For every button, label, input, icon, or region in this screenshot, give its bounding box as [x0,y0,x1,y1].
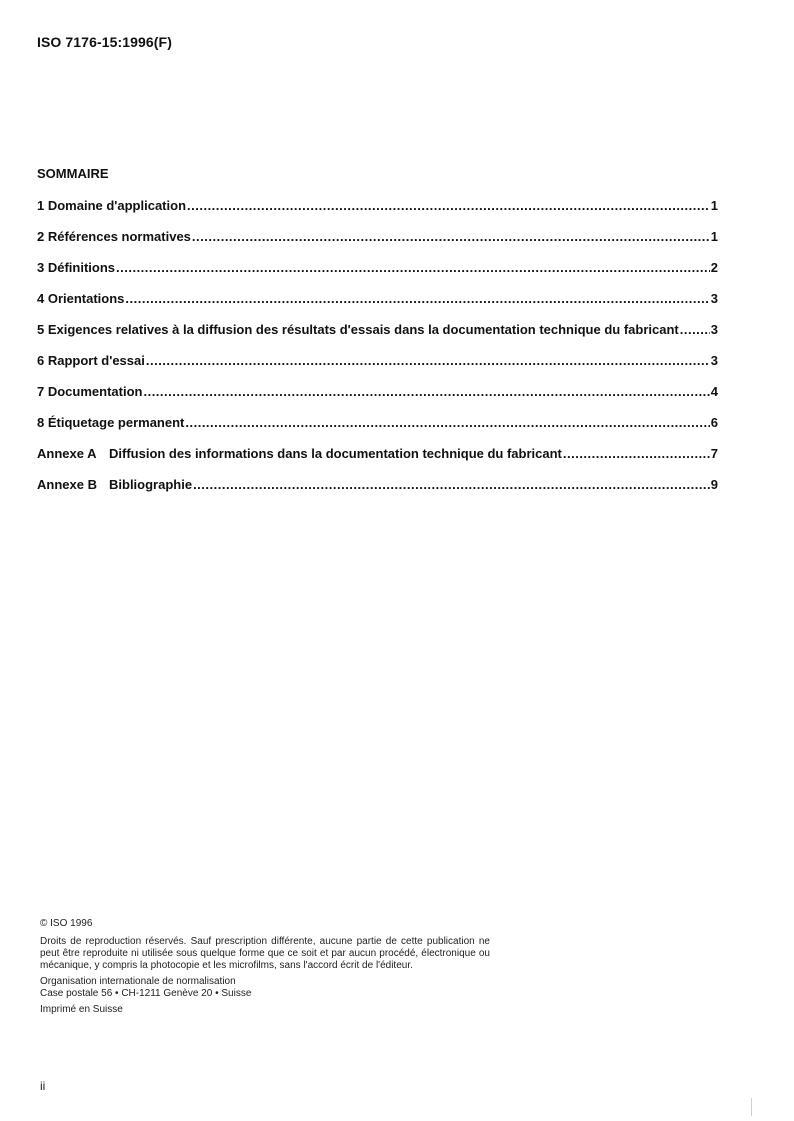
toc-annex-label: Annexe A [37,446,97,461]
copyright-block [40,918,490,1016]
table-of-contents [37,198,718,508]
toc-leader-dots [143,384,709,399]
toc-leader-dots [563,446,710,461]
document-id: ISO 7176-15:1996(F) [37,34,172,50]
toc-entry-page: 9 [710,477,718,492]
toc-leader-dots [193,477,710,492]
toc-entry-orientations[interactable] [37,291,718,322]
toc-entry-title: 2 Références normatives [37,229,191,244]
toc-entry-page: 3 [710,291,718,306]
toc-entry-title: Diffusion des informations dans la documentation technique du fabricant [109,446,562,461]
toc-entry-title: 4 Orientations [37,291,125,306]
toc-entry-page: 1 [710,229,718,244]
toc-entry-annexe-a[interactable] [37,446,718,477]
toc-entry-definitions[interactable] [37,260,718,291]
toc-entry-page: 6 [710,415,718,430]
toc-leader-dots [125,291,709,306]
toc-entry-page: 3 [710,353,718,368]
copyright-line: © ISO 1996 [40,918,93,929]
toc-leader-dots [185,415,709,430]
organization-address: Case postale 56 • CH-1211 Genève 20 • Suisse [40,988,252,999]
toc-heading: SOMMAIRE [37,166,109,181]
page-number: ii [40,1079,46,1093]
toc-entry-title: 8 Étiquetage permanent [37,415,185,430]
toc-entry-exigences[interactable] [37,322,718,353]
toc-entry-documentation[interactable] [37,384,718,415]
toc-entry-page: 7 [710,446,718,461]
toc-entry-page: 3 [710,322,718,337]
toc-entry-title: 1 Domaine d'application [37,198,187,213]
toc-leader-dots [146,353,710,368]
toc-entry-etiquetage[interactable] [37,415,718,446]
toc-entry-annexe-b[interactable] [37,477,718,508]
printed-in: Imprimé en Suisse [40,1004,123,1015]
toc-leader-dots [680,322,710,337]
rights-statement: Droits de reproduction réservés. Sauf prescription différente, aucune partie de cette publication ne peut être reproduite ni utilisée sous quelque forme que ce soit et par aucun procédé, électronique ou mécanique, y compris la photocopie et les microfilms, sans l'accord écrit de l'éditeur. [40,936,490,971]
toc-leader-dots [116,260,710,275]
toc-entry-rapport-essai[interactable] [37,353,718,384]
toc-entry-title: 6 Rapport d'essai [37,353,145,368]
organization-name: Organisation internationale de normalisation [40,976,236,987]
toc-entry-title: 7 Documentation [37,384,143,399]
toc-annex-label: Annexe B [37,477,97,492]
toc-entry-page: 2 [710,260,718,275]
scan-edge-mark [751,1098,752,1116]
toc-entry-domaine-application[interactable] [37,198,718,229]
toc-leader-dots [187,198,710,213]
toc-leader-dots [192,229,710,244]
toc-entry-page: 1 [710,198,718,213]
toc-entry-references-normatives[interactable] [37,229,718,260]
toc-entry-title: 5 Exigences relatives à la diffusion des résultats d'essais dans la documentation technique du fabricant [37,322,679,337]
toc-entry-page: 4 [710,384,718,399]
toc-entry-title: Bibliographie [109,477,193,492]
toc-entry-title: 3 Définitions [37,260,116,275]
